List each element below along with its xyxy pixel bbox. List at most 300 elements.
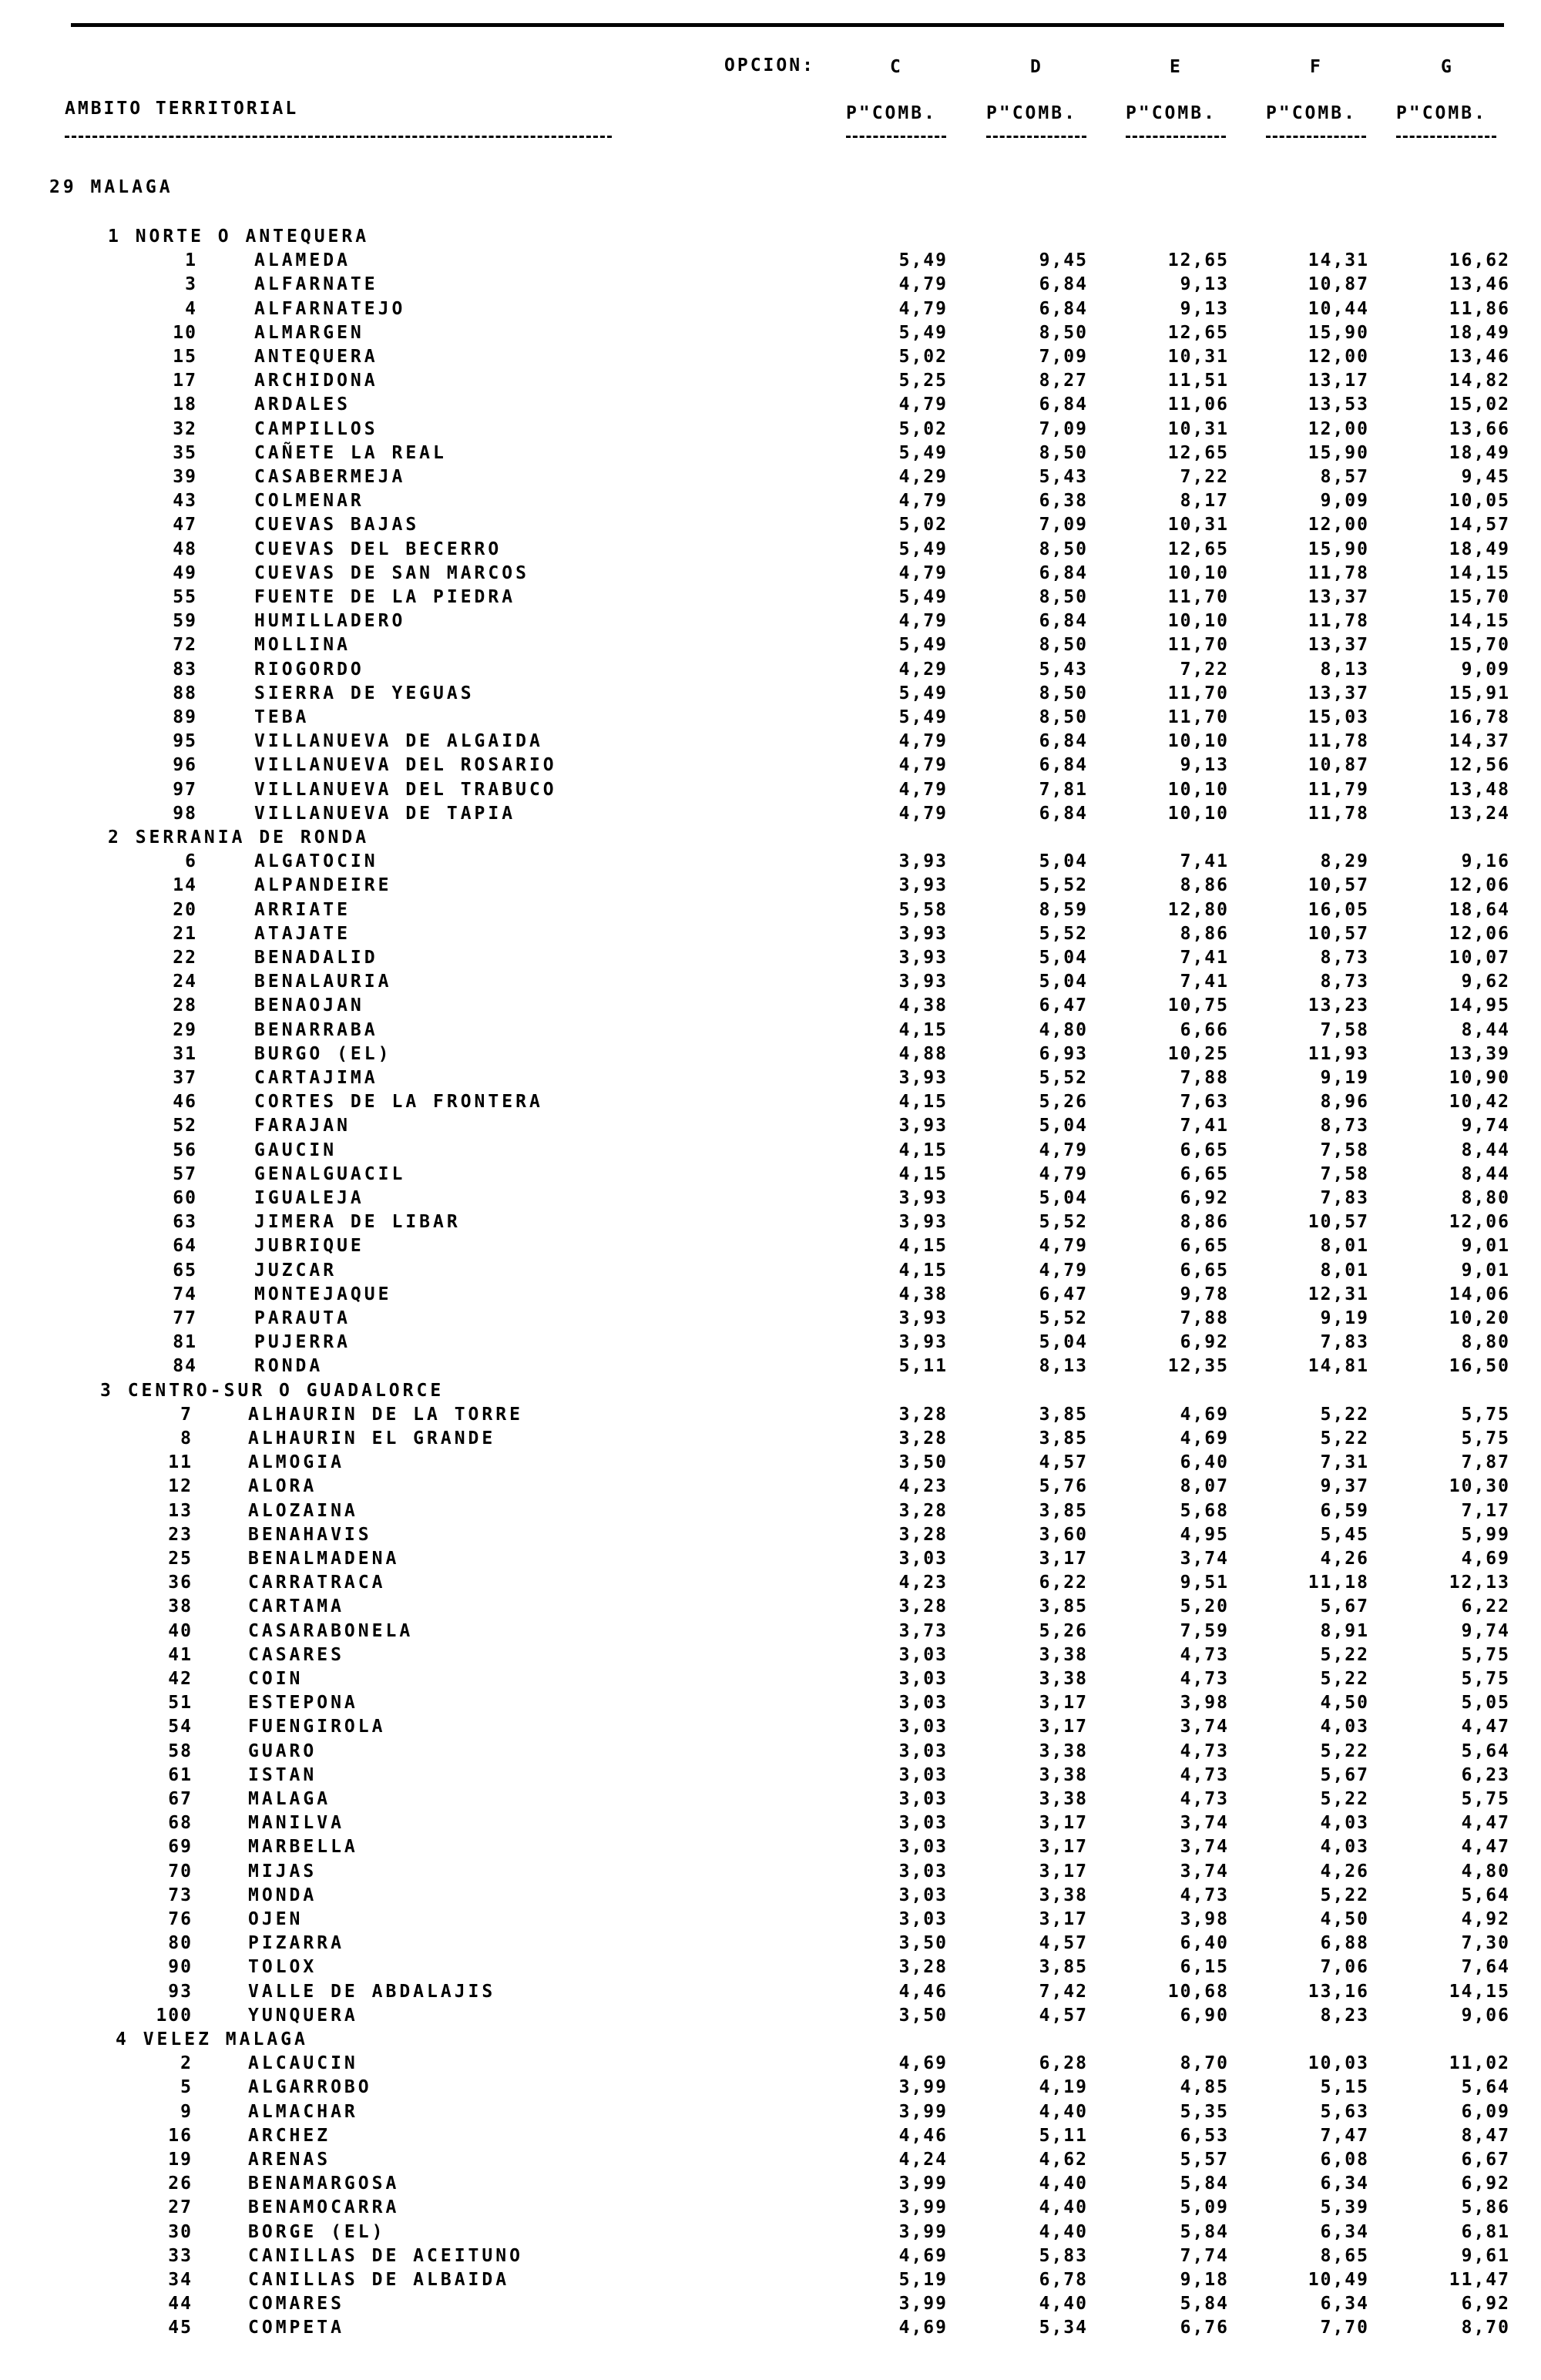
value-f: 6,08 [1320, 2150, 1369, 2170]
value-e: 5,20 [1180, 1596, 1229, 1617]
municipality-name: BENAOJAN [254, 995, 364, 1016]
municipality-code: 83 [173, 659, 197, 680]
table-row [0, 2076, 1541, 2100]
comarca-heading [0, 225, 1541, 249]
table-row [0, 2148, 1541, 2172]
value-d: 5,26 [1039, 1620, 1088, 1641]
value-g: 13,39 [1449, 1043, 1510, 1064]
municipality-code: 28 [173, 995, 197, 1016]
value-g: 4,47 [1461, 1717, 1510, 1737]
value-d: 5,52 [1039, 923, 1088, 944]
municipality-name: COMPETA [248, 2318, 344, 2338]
table-row [0, 802, 1541, 826]
value-e: 8,86 [1180, 923, 1229, 944]
municipality-name: RONDA [254, 1356, 324, 1377]
value-g: 11,47 [1449, 2270, 1510, 2290]
value-e: 4,73 [1180, 1644, 1229, 1665]
value-d: 4,79 [1039, 1236, 1088, 1257]
value-d: 4,79 [1039, 1163, 1088, 1184]
value-d: 5,11 [1039, 2125, 1088, 2146]
value-f: 4,50 [1320, 1909, 1369, 1929]
municipality-code: 77 [173, 1308, 197, 1328]
table-row [0, 1451, 1541, 1475]
value-g: 14,15 [1449, 1981, 1510, 2002]
value-c: 3,99 [898, 2197, 948, 2218]
value-c: 3,28 [898, 1524, 948, 1545]
value-d: 5,52 [1039, 1068, 1088, 1088]
value-g: 8,47 [1461, 2125, 1510, 2146]
table-row [0, 1283, 1541, 1307]
municipality-name: JIMERA DE LIBAR [254, 1212, 461, 1233]
value-g: 7,30 [1461, 1933, 1510, 1954]
municipality-name: ALAMEDA [254, 250, 351, 271]
value-d: 5,04 [1039, 948, 1088, 968]
value-e: 12,35 [1167, 1356, 1229, 1377]
municipality-name: BENALAURIA [254, 972, 392, 992]
municipality-code: 56 [173, 1140, 197, 1160]
value-e: 4,73 [1180, 1741, 1229, 1761]
value-c: 4,15 [898, 1260, 948, 1281]
value-g: 8,80 [1461, 1332, 1510, 1353]
value-g: 14,95 [1449, 995, 1510, 1016]
municipality-code: 96 [173, 755, 197, 776]
table-row [0, 2124, 1541, 2148]
table-row [0, 1499, 1541, 1523]
value-e: 11,51 [1167, 371, 1229, 391]
municipality-name: PARAUTA [254, 1308, 351, 1328]
value-f: 11,18 [1308, 1573, 1369, 1593]
value-e: 4,69 [1180, 1428, 1229, 1448]
value-f: 5,39 [1320, 2197, 1369, 2218]
column-label-g: P"COMB. [1396, 103, 1487, 123]
value-d: 5,34 [1039, 2318, 1088, 2338]
value-e: 10,68 [1167, 1981, 1229, 2002]
value-g: 10,20 [1449, 1308, 1510, 1328]
municipality-code: 10 [173, 322, 197, 343]
value-f: 10,87 [1308, 755, 1369, 776]
municipality-code: 48 [173, 539, 197, 559]
value-f: 5,67 [1320, 1596, 1369, 1617]
value-g: 13,66 [1449, 418, 1510, 439]
value-f: 6,34 [1320, 2174, 1369, 2194]
value-c: 3,93 [898, 1308, 948, 1328]
value-c: 3,99 [898, 2174, 948, 2194]
value-g: 12,06 [1449, 875, 1510, 896]
value-e: 7,41 [1180, 972, 1229, 992]
municipality-code: 18 [173, 394, 197, 415]
value-g: 10,30 [1449, 1476, 1510, 1497]
municipality-name: CARTAMA [248, 1596, 344, 1617]
value-f: 10,49 [1308, 2270, 1369, 2290]
table-row [0, 465, 1541, 489]
value-d: 5,43 [1039, 659, 1088, 680]
table-row [0, 321, 1541, 345]
value-g: 5,75 [1461, 1669, 1510, 1689]
table-row [0, 1066, 1541, 1090]
municipality-code: 45 [168, 2318, 193, 2338]
municipality-name: MANILVA [248, 1813, 344, 1834]
table-row [0, 489, 1541, 513]
value-g: 5,75 [1461, 1789, 1510, 1809]
value-d: 4,79 [1039, 1260, 1088, 1281]
table-row [0, 562, 1541, 586]
value-g: 9,74 [1461, 1620, 1510, 1641]
municipality-code: 73 [168, 1885, 193, 1905]
value-g: 5,64 [1461, 2077, 1510, 2098]
value-e: 11,70 [1167, 587, 1229, 607]
value-g: 9,74 [1461, 1116, 1510, 1136]
value-f: 13,37 [1308, 635, 1369, 656]
value-c: 4,15 [898, 1019, 948, 1040]
value-d: 4,40 [1039, 2174, 1088, 2194]
table-row [0, 850, 1541, 874]
table-row [0, 1163, 1541, 1187]
value-d: 3,38 [1039, 1741, 1088, 1761]
value-f: 13,16 [1308, 1981, 1369, 2002]
value-c: 3,28 [898, 1596, 948, 1617]
table-row [0, 1715, 1541, 1739]
value-g: 5,75 [1461, 1404, 1510, 1425]
value-g: 9,61 [1461, 2245, 1510, 2266]
value-d: 5,04 [1039, 972, 1088, 992]
municipality-code: 36 [168, 1573, 193, 1593]
table-row [0, 1643, 1541, 1667]
value-e: 8,86 [1180, 875, 1229, 896]
value-c: 3,93 [898, 1116, 948, 1136]
value-c: 5,19 [898, 2270, 948, 2290]
value-g: 9,06 [1461, 2005, 1510, 2026]
value-c: 5,49 [898, 539, 948, 559]
table-row [0, 2100, 1541, 2124]
value-c: 4,46 [898, 1981, 948, 2002]
value-c: 3,93 [898, 875, 948, 896]
municipality-name: ALOZAINA [248, 1500, 358, 1521]
value-f: 5,22 [1320, 1789, 1369, 1809]
municipality-name: CARTAJIMA [254, 1068, 378, 1088]
municipality-name: ANTEQUERA [254, 347, 378, 367]
municipality-code: 26 [168, 2174, 193, 2194]
value-f: 11,78 [1308, 611, 1369, 632]
table-row [0, 345, 1541, 369]
value-f: 9,19 [1320, 1068, 1369, 1088]
value-c: 4,38 [898, 995, 948, 1016]
value-c: 3,99 [898, 2101, 948, 2122]
municipality-code: 55 [173, 587, 197, 607]
municipality-name: MOLLINA [254, 635, 351, 656]
municipality-name: CANILLAS DE ACEITUNO [248, 2245, 523, 2266]
value-g: 10,90 [1449, 1068, 1510, 1088]
municipality-code: 9 [180, 2101, 193, 2122]
value-e: 7,22 [1180, 467, 1229, 487]
value-f: 10,44 [1308, 298, 1369, 319]
municipality-name: BURGO (EL) [254, 1043, 392, 1064]
value-e: 12,65 [1167, 539, 1229, 559]
value-f: 15,90 [1308, 322, 1369, 343]
value-d: 3,17 [1039, 1813, 1088, 1834]
value-c: 5,02 [898, 347, 948, 367]
table-row [0, 2052, 1541, 2076]
value-d: 8,50 [1039, 587, 1088, 607]
table-row [0, 1019, 1541, 1042]
municipality-name: COIN [248, 1669, 304, 1689]
value-c: 4,79 [898, 491, 948, 512]
municipality-code: 58 [168, 1741, 193, 1761]
municipality-code: 19 [168, 2150, 193, 2170]
municipality-name: ALORA [248, 1476, 317, 1497]
municipality-name: MONTEJAQUE [254, 1284, 392, 1304]
value-f: 10,03 [1308, 2053, 1369, 2074]
table-row [0, 1980, 1541, 2004]
value-f: 8,13 [1320, 659, 1369, 680]
municipality-name: IGUALEJA [254, 1188, 364, 1208]
value-c: 3,93 [898, 1188, 948, 1208]
value-c: 3,50 [898, 2005, 948, 2026]
value-c: 4,79 [898, 779, 948, 800]
value-e: 6,53 [1180, 2125, 1229, 2146]
municipality-code: 17 [173, 371, 197, 391]
value-c: 3,93 [898, 1212, 948, 1233]
municipality-name: GAUCIN [254, 1140, 337, 1160]
value-c: 3,93 [898, 972, 948, 992]
table-row [0, 609, 1541, 633]
value-f: 7,58 [1320, 1140, 1369, 1160]
municipality-code: 100 [156, 2005, 193, 2026]
municipality-code: 61 [168, 1764, 193, 1785]
value-e: 7,41 [1180, 1116, 1229, 1136]
table-row [0, 1571, 1541, 1595]
municipality-name: COLMENAR [254, 491, 364, 512]
value-d: 6,84 [1039, 394, 1088, 415]
municipality-code: 8 [180, 1428, 193, 1448]
value-e: 12,65 [1167, 322, 1229, 343]
value-f: 9,19 [1320, 1308, 1369, 1328]
value-g: 13,48 [1449, 779, 1510, 800]
value-d: 6,84 [1039, 803, 1088, 824]
table-row [0, 1139, 1541, 1163]
municipality-code: 40 [168, 1620, 193, 1641]
value-c: 4,69 [898, 2245, 948, 2266]
value-f: 11,93 [1308, 1043, 1369, 1064]
value-e: 8,17 [1180, 491, 1229, 512]
value-d: 6,84 [1039, 562, 1088, 583]
municipality-name: ALMOGIA [248, 1452, 344, 1473]
value-d: 7,81 [1039, 779, 1088, 800]
value-e: 7,88 [1180, 1068, 1229, 1088]
value-c: 3,99 [898, 2077, 948, 2098]
municipality-code: 29 [173, 1019, 197, 1040]
table-row [0, 682, 1541, 706]
municipality-code: 34 [168, 2270, 193, 2290]
value-e: 8,07 [1180, 1476, 1229, 1497]
table-row [0, 1884, 1541, 1908]
value-e: 10,25 [1167, 1043, 1229, 1064]
value-d: 3,60 [1039, 1524, 1088, 1545]
municipality-code: 59 [173, 611, 197, 632]
municipality-code: 38 [168, 1596, 193, 1617]
comarca-heading [0, 826, 1541, 850]
value-e: 6,65 [1180, 1236, 1229, 1257]
table-row [0, 2004, 1541, 2028]
value-g: 10,05 [1449, 491, 1510, 512]
value-c: 5,49 [898, 683, 948, 703]
value-e: 4,73 [1180, 1764, 1229, 1785]
value-g: 5,64 [1461, 1885, 1510, 1905]
value-d: 6,84 [1039, 755, 1088, 776]
value-f: 12,00 [1308, 515, 1369, 535]
value-f: 4,03 [1320, 1813, 1369, 1834]
municipality-code: 93 [168, 1981, 193, 2002]
value-f: 11,78 [1308, 562, 1369, 583]
value-f: 15,90 [1308, 539, 1369, 559]
value-d: 8,27 [1039, 371, 1088, 391]
municipality-name: CORTES DE LA FRONTERA [254, 1092, 543, 1113]
value-d: 4,79 [1039, 1140, 1088, 1160]
value-d: 7,09 [1039, 347, 1088, 367]
value-f: 7,70 [1320, 2318, 1369, 2338]
municipality-name: BENAHAVIS [248, 1524, 372, 1545]
table-row [0, 418, 1541, 441]
value-d: 4,19 [1039, 2077, 1088, 2098]
value-e: 6,90 [1180, 2005, 1229, 2026]
municipality-code: 7 [180, 1404, 193, 1425]
value-c: 3,03 [898, 1837, 948, 1858]
table-row [0, 1595, 1541, 1619]
value-c: 3,28 [898, 1957, 948, 1978]
value-f: 15,90 [1308, 442, 1369, 463]
value-f: 7,31 [1320, 1452, 1369, 1473]
value-d: 7,09 [1039, 515, 1088, 535]
municipality-name: ALFARNATEJO [254, 298, 406, 319]
value-f: 5,22 [1320, 1741, 1369, 1761]
value-e: 10,31 [1167, 347, 1229, 367]
table-row [0, 874, 1541, 898]
municipality-code: 3 [185, 274, 197, 295]
table-row [0, 1114, 1541, 1138]
value-d: 3,85 [1039, 1596, 1088, 1617]
table-row [0, 778, 1541, 802]
value-g: 10,42 [1449, 1092, 1510, 1113]
column-label-d: P"COMB. [986, 103, 1077, 123]
value-d: 8,50 [1039, 683, 1088, 703]
municipality-name: FUENGIROLA [248, 1717, 386, 1737]
value-f: 12,00 [1308, 418, 1369, 439]
value-e: 5,57 [1180, 2150, 1229, 2170]
value-g: 12,56 [1449, 755, 1510, 776]
table-row [0, 706, 1541, 730]
municipality-name: HUMILLADERO [254, 611, 406, 632]
value-e: 9,13 [1180, 755, 1229, 776]
value-g: 9,01 [1461, 1260, 1510, 1281]
option-e: E [1170, 57, 1183, 77]
value-f: 8,73 [1320, 948, 1369, 968]
value-c: 4,15 [898, 1092, 948, 1113]
value-g: 13,46 [1449, 347, 1510, 367]
value-d: 9,45 [1039, 250, 1088, 271]
municipality-name: ALMACHAR [248, 2101, 358, 2122]
municipality-name: VALLE DE ABDALAJIS [248, 1981, 496, 2002]
municipality-name: CASABERMEJA [254, 467, 406, 487]
value-g: 4,92 [1461, 1909, 1510, 1929]
value-d: 6,28 [1039, 2053, 1088, 2074]
value-d: 3,17 [1039, 1837, 1088, 1858]
table-row [0, 1042, 1541, 1066]
municipality-name: VILLANUEVA DE ALGAIDA [254, 731, 543, 752]
municipality-code: 2 [180, 2053, 193, 2074]
municipality-name: MONDA [248, 1885, 317, 1905]
value-f: 7,83 [1320, 1332, 1369, 1353]
value-d: 4,80 [1039, 1019, 1088, 1040]
value-f: 11,78 [1308, 803, 1369, 824]
table-row [0, 994, 1541, 1018]
value-c: 3,03 [898, 1644, 948, 1665]
value-c: 4,38 [898, 1284, 948, 1304]
value-f: 10,57 [1308, 875, 1369, 896]
value-g: 7,87 [1461, 1452, 1510, 1473]
value-g: 18,64 [1449, 899, 1510, 920]
municipality-code: 68 [168, 1813, 193, 1834]
value-c: 4,29 [898, 467, 948, 487]
value-c: 3,99 [898, 2294, 948, 2315]
table-row [0, 1620, 1541, 1643]
value-c: 3,50 [898, 1933, 948, 1954]
table-row [0, 1955, 1541, 1979]
column-label-f: P"COMB. [1266, 103, 1357, 123]
value-f: 13,37 [1308, 587, 1369, 607]
value-c: 4,79 [898, 394, 948, 415]
table-row [0, 1210, 1541, 1234]
table-row [0, 393, 1541, 417]
value-c: 4,79 [898, 755, 948, 776]
value-g: 16,78 [1449, 707, 1510, 727]
municipality-name: BENARRABA [254, 1019, 378, 1040]
value-c: 4,46 [898, 2125, 948, 2146]
value-e: 10,31 [1167, 515, 1229, 535]
value-f: 11,79 [1308, 779, 1369, 800]
value-g: 15,02 [1449, 394, 1510, 415]
municipality-name: ALHAURIN EL GRANDE [248, 1428, 496, 1448]
table-row [0, 586, 1541, 609]
municipality-code: 41 [168, 1644, 193, 1665]
table-row [0, 1307, 1541, 1331]
value-d: 3,85 [1039, 1957, 1088, 1978]
value-e: 7,22 [1180, 659, 1229, 680]
value-c: 4,15 [898, 1236, 948, 1257]
value-f: 10,57 [1308, 1212, 1369, 1233]
value-g: 16,50 [1449, 1356, 1510, 1377]
value-c: 5,49 [898, 250, 948, 271]
value-g: 9,16 [1461, 851, 1510, 872]
value-c: 3,03 [898, 1741, 948, 1761]
value-e: 6,40 [1180, 1452, 1229, 1473]
value-e: 4,73 [1180, 1669, 1229, 1689]
value-e: 7,74 [1180, 2245, 1229, 2266]
value-d: 5,04 [1039, 1332, 1088, 1353]
value-d: 5,52 [1039, 875, 1088, 896]
value-c: 3,93 [898, 1068, 948, 1088]
municipality-code: 47 [173, 515, 197, 535]
municipality-code: 88 [173, 683, 197, 703]
municipality-code: 74 [173, 1284, 197, 1304]
table-row [0, 730, 1541, 754]
value-d: 5,83 [1039, 2245, 1088, 2266]
value-f: 5,22 [1320, 1428, 1369, 1448]
value-f: 14,81 [1308, 1356, 1369, 1377]
municipality-code: 23 [168, 1524, 193, 1545]
municipality-code: 64 [173, 1236, 197, 1257]
value-e: 12,65 [1167, 250, 1229, 271]
municipality-name: CUEVAS DEL BECERRO [254, 539, 502, 559]
value-c: 4,23 [898, 1476, 948, 1497]
